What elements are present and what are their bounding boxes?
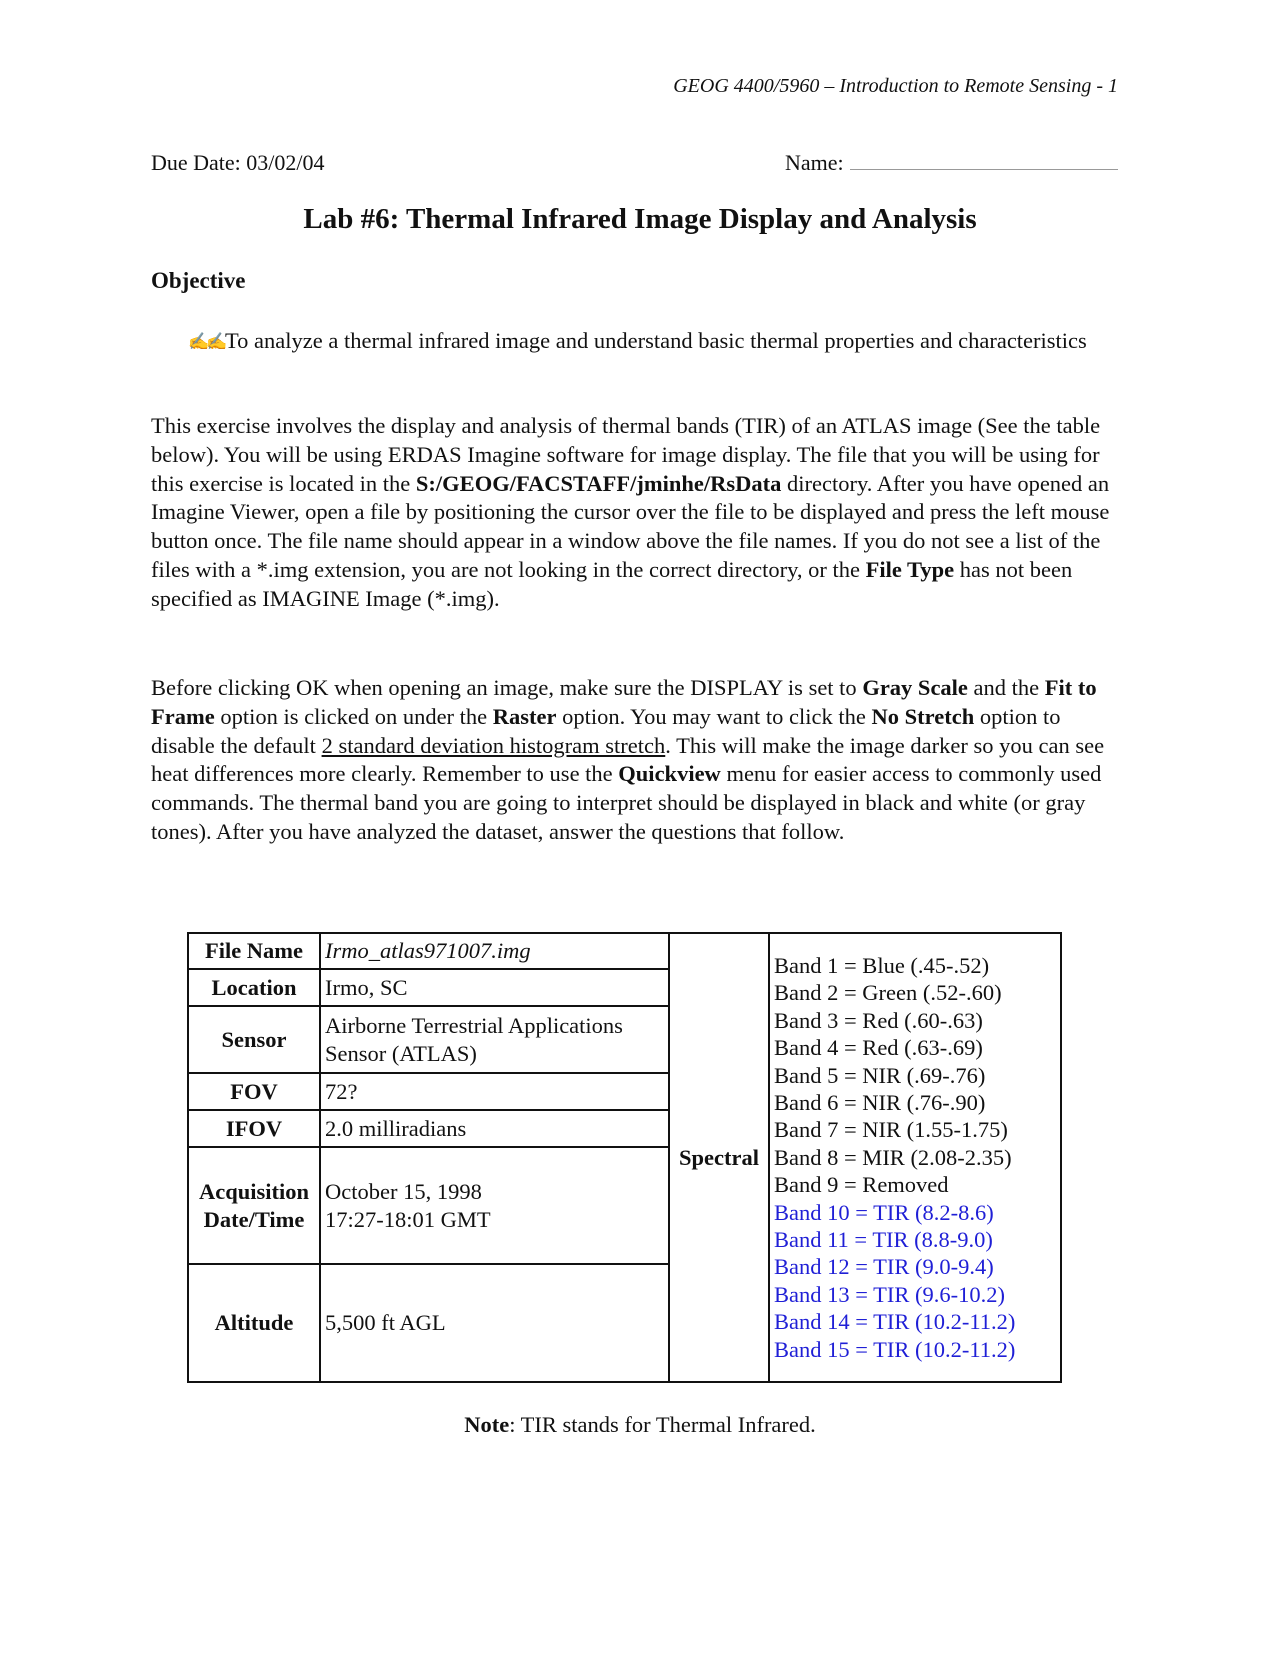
para2-text-3: option is clicked on under the — [214, 703, 493, 729]
altitude-label: Altitude — [188, 1264, 320, 1382]
acquisition-label — [188, 1147, 320, 1264]
altitude-value: 5,500 ft AGL — [320, 1264, 669, 1382]
file-name-value: Irmo_atlas971007.img — [320, 933, 669, 969]
acquisition-value-line: October 15, 1998 — [325, 1179, 482, 1205]
objective-heading: Objective — [151, 268, 246, 293]
para1-text-2: directory. After you have opened an Imagine Viewer, open a file by positioning the cursor over the file to be displayed and press the left mouse button once. The file name should appear in a window above the file names. If you do not see a list of the files with a *.img extension, you are not looking in the correct directory, or the — [151, 470, 1110, 582]
acquisition-label-line: Date/Time — [203, 1206, 305, 1232]
due-name-row — [151, 150, 1117, 178]
sensor-value-line: Airborne Terrestrial Applications — [325, 1013, 623, 1039]
data-directory-path: S:/GEOG/FACSTAFF/jminhe/RsData — [415, 470, 782, 496]
para1-text-3: has not been specified as IMAGINE Image (*.img). — [151, 556, 1073, 611]
band-line: Band 3 = Red (.60-.63) — [774, 1007, 983, 1033]
para1-text-1: This exercise involves the display and analysis of thermal bands (TIR) of an ATLAS image (See the table below). You will be using ERDAS Imagine software for image display. The file that you will be using for this exercise is located in the — [151, 413, 1101, 496]
intro-paragraph — [151, 412, 1126, 614]
objective-text: To analyze a thermal infrared image and understand basic thermal properties and characteristics — [225, 328, 1087, 353]
note-label: Note — [464, 1412, 510, 1437]
running-header: GEOG 4400/5960 – Introduction to Remote Sensing - 1 — [673, 75, 1118, 97]
ifov-label: IFOV — [188, 1110, 320, 1147]
no-stretch-term: No Stretch — [871, 703, 975, 729]
para2-text-7: menu for easier access to commonly used commands. The thermal band you are going to interpret should be displayed in black and white (or gray tones). After you have analyzed the dataset, answer the questions that follow. — [151, 761, 1102, 844]
name-field — [785, 150, 1118, 176]
name-blank-line — [850, 151, 1118, 170]
fov-value: 72? — [320, 1073, 669, 1110]
file-type-term: File Type — [865, 556, 955, 582]
due-date: Due Date: 03/02/04 — [151, 150, 325, 175]
fov-label: FOV — [188, 1073, 320, 1110]
objective-list-item — [188, 326, 1088, 355]
band-line: Band 4 = Red (.63-.69) — [774, 1035, 983, 1061]
acquisition-label-line: Acquisition — [198, 1179, 310, 1205]
note-text: : TIR stands for Thermal Infrared. — [509, 1412, 816, 1437]
tir-band-line: Band 13 = TIR (9.6-10.2) — [774, 1281, 1005, 1307]
para2-text-2: and the — [967, 675, 1045, 700]
band-line: Band 6 = NIR (.76-.90) — [774, 1089, 986, 1115]
table-note — [0, 1412, 1280, 1438]
table-row — [188, 933, 1061, 969]
lab-title: Lab #6: Thermal Infrared Image Display and Analysis — [303, 203, 977, 235]
image-info-table — [187, 932, 1062, 1383]
para2-text-4: option. You may want to click the — [556, 703, 872, 729]
sensor-label: Sensor — [188, 1006, 320, 1073]
band-line: Band 9 = Removed — [774, 1172, 949, 1198]
sensor-value — [320, 1006, 669, 1073]
spectral-label: Spectral — [669, 933, 769, 1382]
spectral-bands-cell — [769, 933, 1061, 1382]
tir-band-line: Band 14 = TIR (10.2-11.2) — [774, 1309, 1016, 1335]
location-label: Location — [188, 969, 320, 1006]
fit-to-frame-term: Fit to Frame — [151, 675, 1097, 729]
band-line: Band 7 = NIR (1.55-1.75) — [774, 1117, 1008, 1143]
sensor-value-line: Sensor (ATLAS) — [325, 1040, 477, 1066]
band-line: Band 5 = NIR (.69-.76) — [774, 1062, 986, 1088]
para2-text-5: option to disable the default — [151, 703, 1061, 758]
writing-hand-bullet-icon: ✍✍ — [188, 332, 225, 351]
tir-band-line: Band 10 = TIR (8.2-8.6) — [774, 1199, 994, 1225]
ifov-value: 2.0 milliradians — [320, 1110, 669, 1147]
tir-band-line: Band 12 = TIR (9.0-9.4) — [774, 1254, 994, 1280]
location-value: Irmo, SC — [320, 969, 669, 1006]
acquisition-value — [320, 1147, 669, 1264]
histogram-stretch-term: 2 standard deviation histogram stretch — [321, 732, 666, 758]
acquisition-value-line: 17:27-18:01 GMT — [325, 1206, 491, 1232]
file-name-label: File Name — [188, 933, 320, 969]
tir-band-line: Band 11 = TIR (8.8-9.0) — [774, 1227, 993, 1253]
name-label: Name: — [785, 150, 844, 175]
band-line: Band 1 = Blue (.45-.52) — [774, 952, 990, 978]
band-line: Band 8 = MIR (2.08-2.35) — [774, 1144, 1012, 1170]
para2-text-1: Before clicking OK when opening an image, make sure the DISPLAY is set to — [151, 675, 863, 700]
para2-text-6: . This will make the image darker so you can see heat differences more clearly. Remember to use the — [151, 732, 1105, 787]
display-instructions-paragraph — [151, 674, 1126, 847]
gray-scale-term: Gray Scale — [862, 675, 968, 700]
band-line: Band 2 = Green (.52-.60) — [774, 980, 1002, 1006]
raster-term: Raster — [492, 703, 557, 729]
tir-band-line: Band 15 = TIR (10.2-11.2) — [774, 1336, 1016, 1362]
quickview-term: Quickview — [618, 761, 721, 787]
